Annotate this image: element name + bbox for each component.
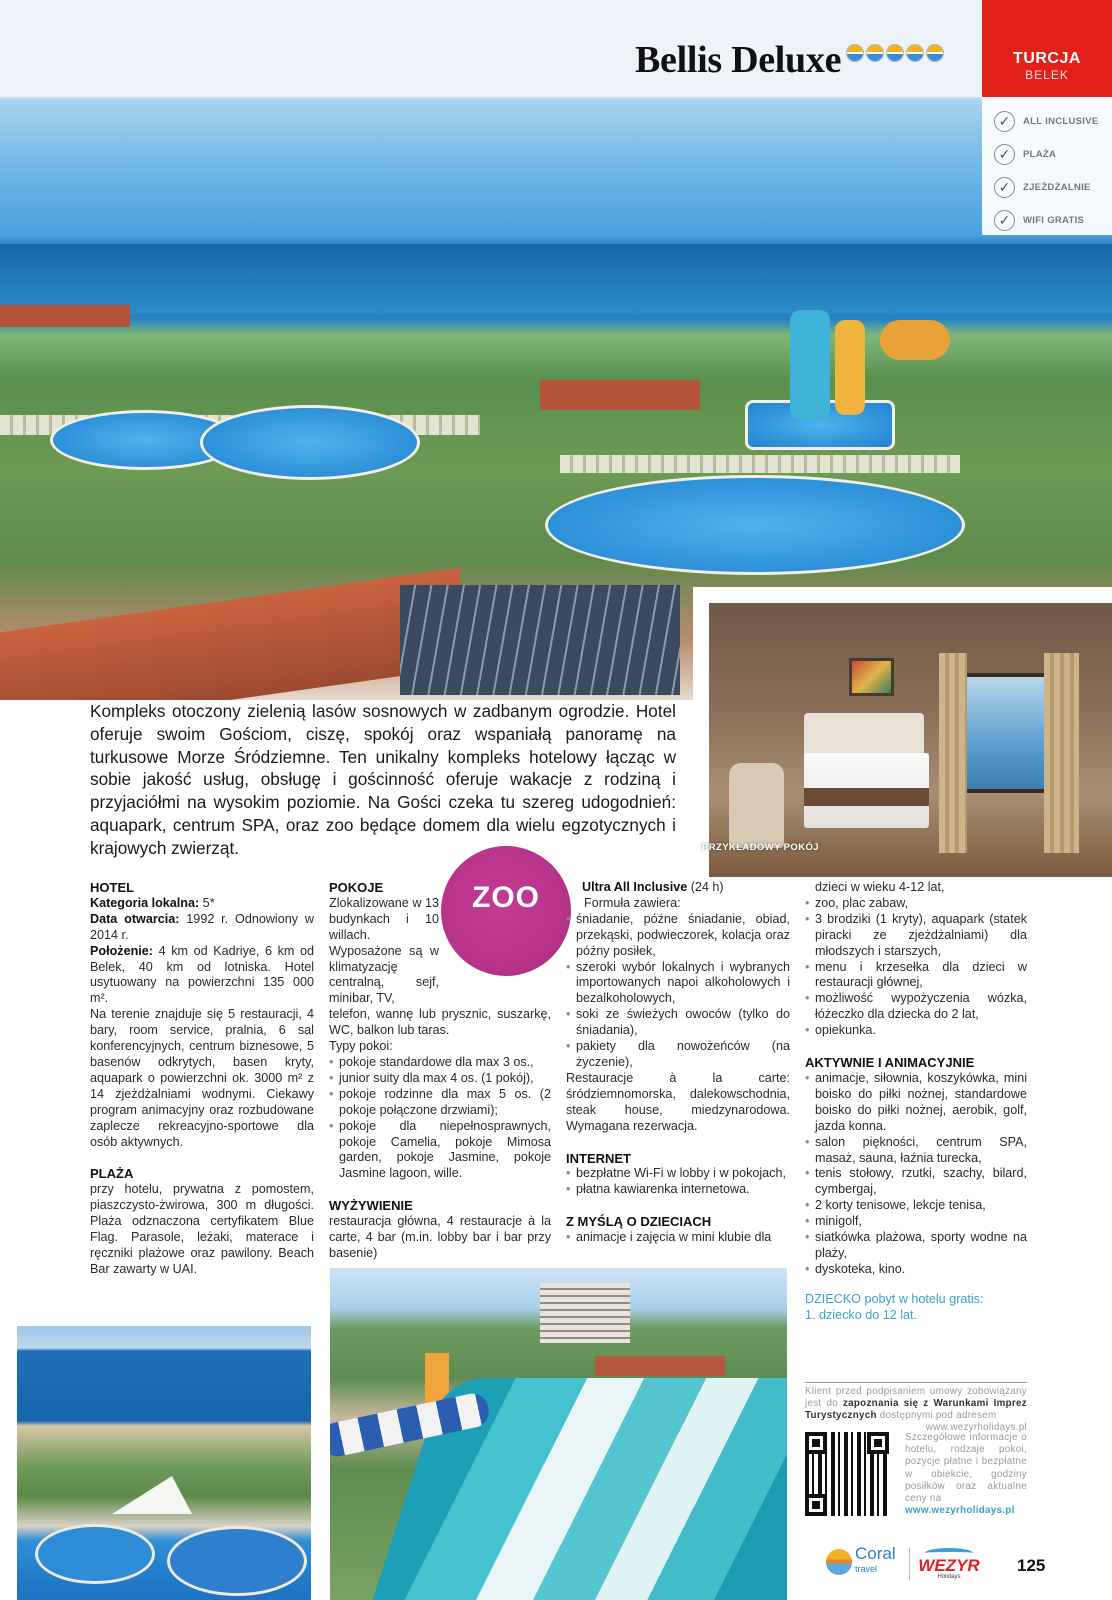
list-item: • dyskoteka, kino.	[805, 1262, 1027, 1278]
hotel-location: Położenie: 4 km od Kadriye, 6 km od Belek, 40 km od lotniska. Hotel usytuowany na powierzchni 135 000 m².	[90, 943, 314, 1006]
country-label: TURCJA	[1013, 50, 1081, 67]
list-item: • pokoje rodzinne dla max 5 os. (2 pokoje połączone drzwiami);	[329, 1087, 551, 1119]
building-roof	[540, 380, 700, 410]
page-number: 125	[1017, 1556, 1046, 1575]
country-badge	[982, 0, 1112, 97]
list-item: • minigolf,	[805, 1214, 1027, 1230]
all-inclusive-heading: Ultra All Inclusive (24 h)	[582, 880, 724, 894]
logo-divider	[909, 1548, 910, 1580]
armchair	[729, 763, 784, 848]
legal-url[interactable]: www.wezyrholidays.pl	[925, 1422, 1027, 1433]
list-item: • zoo, plac zabaw,	[805, 896, 1027, 912]
star-rating	[846, 44, 944, 62]
solar-panels	[400, 585, 680, 695]
star-icon	[846, 44, 864, 62]
pool	[167, 1526, 307, 1596]
star-icon	[866, 44, 884, 62]
water-slide	[790, 310, 830, 420]
check-circle-icon: ✓	[994, 177, 1015, 198]
zoo-badge-label: ZOO	[472, 881, 540, 914]
list-item: • śniadanie, późne śniadanie, obiad, przekąski, podwieczorek, kolacja oraz późny posiłek,	[566, 912, 790, 960]
kids-list	[805, 880, 1027, 1039]
formula-label: Formuła zawiera:	[584, 895, 681, 910]
list-item: • menu i krzesełka dla dzieci w restauracji głównej,	[805, 960, 1027, 992]
rooms-intro: Zlokalizowane w 13 budynkach i 10 willach. Wyposażone są w klimatyzację centralną, sejf, minibar, TV,	[329, 895, 439, 1006]
check-circle-icon: ✓	[994, 144, 1015, 165]
coral-travel-logo: Coral travel	[826, 1547, 896, 1576]
list-item: • możliwość wypożyczenia wózka, łóżeczko dla dziecka do 2 lat,	[805, 991, 1027, 1023]
coral-logo-icon	[826, 1549, 852, 1575]
column-rooms	[329, 880, 551, 1262]
hotel-facilities: Na terenie znajduje się 5 restauracji, 4 bary, room service, pralnia, 6 sal konferencyjnych, centrum biznesowe, 5 basenów odkrytych, basen kryty, aquapark o powierzchni ok. 3000 m² z 14 zjeżdżalniami wodnymi. Ciekawy program animacyjny oraz rozbudowane zaplecze rekreacyjno-sportowe dla osób aktywnych.	[90, 1007, 314, 1149]
pool	[35, 1524, 155, 1584]
star-icon	[886, 44, 904, 62]
wezyr-holidays-logo: WEZYR Holidays	[918, 1548, 980, 1580]
qr-note-url[interactable]: www.wezyrholidays.pl	[905, 1505, 1015, 1517]
list-item: • 2 korty tenisowe, lekcje tenisa,	[805, 1198, 1027, 1214]
internet-list	[566, 1166, 790, 1198]
section-heading-hotel: HOTEL	[90, 880, 135, 895]
column-all-inclusive	[566, 880, 790, 1246]
room-types-list	[329, 1055, 551, 1182]
list-item: • pakiety dla nowożeńców (na życzenie),	[566, 1039, 790, 1071]
section-heading-dining: WYŻYWIENIE	[329, 1198, 413, 1214]
list-item: • 3 brodziki (1 kryty), aquapark (statek piracki ze zjeżdżalniami) dla młodszych i starszych,	[805, 912, 1027, 960]
region-label: BELEK	[1025, 68, 1069, 82]
list-item: • bezpłatne Wi-Fi w lobby i w pokojach,	[566, 1166, 790, 1182]
list-item: • animacje i zajęcia w mini klubie dla	[566, 1230, 790, 1246]
list-item: • siatkówka plażowa, sporty wodne na plaży,	[805, 1230, 1027, 1262]
qr-finder	[805, 1432, 827, 1454]
alacarte-text: Restauracje à la carte: śródziemnomorska, dalekowschodnia, steak house, miedzynarodowa. Wymagana rezerwacja.	[566, 1070, 790, 1133]
curtain	[939, 653, 967, 853]
check-circle-icon: ✓	[994, 111, 1015, 132]
pool	[545, 475, 965, 575]
room-photo	[709, 603, 1112, 877]
column-hotel	[90, 880, 314, 1278]
beach-text: przy hotelu, prywatna z pomostem, piaszczysto-żwirowa, 300 m długości. Plaża odznaczona certyfikatem Blue Flag. Parasole, leżaki, materace i ręczniki plażowe oraz pawilony. Beach Bar zawarty w UAI.	[90, 1182, 314, 1276]
active-list	[805, 1071, 1027, 1278]
list-item: • płatna kawiarenka internetowa.	[566, 1182, 790, 1198]
qr-code[interactable]	[805, 1432, 889, 1516]
feature-wifi: ✓ WIFI GRATIS	[982, 204, 1112, 237]
intro-paragraph: Kompleks otoczony zielenią lasów sosnowych w zadbanym ogrodzie. Hotel oferuje swoim Gościom, ciszę, spokój oraz wspaniałą panoramę na turkusowe Morze Śródziemne. Ten unikalny kompleks hotelowy łącząc w sobie jakość usług, obsługę i gościnność oferuje wakacje z rodziną i przyjaciółmi na wysokim poziomie. Na Gości czeka tu szereg udogodnień: aquapark, centrum SPA, oraz zoo będące domem dla wielu egzotycznych i krajowych zwierząt.	[90, 701, 676, 858]
building-roof	[0, 305, 130, 327]
list-item: • junior suity dla max 4 os. (1 pokój),	[329, 1071, 551, 1087]
list-item: • animacje, siłownia, koszykówka, mini boisko do piłki nożnej, standardowe boisko do piłki nożnej, aerobik, golf, jazda konna.	[805, 1071, 1027, 1135]
list-item: • szeroki wybór lokalnych i wybranych importowanych napoi alkoholowych i bezalkoholowych,	[566, 960, 790, 1008]
umbrellas	[560, 455, 960, 473]
feature-waterslides: ✓ ZJEŻDŻALNIE	[982, 171, 1112, 204]
hotel-building	[540, 1283, 630, 1343]
room-photo-caption: PRZYKŁADOWY POKÓJ	[702, 842, 819, 853]
window	[959, 673, 1049, 793]
wall-picture	[849, 658, 894, 696]
room-types-label: Typy pokoi:	[329, 1039, 393, 1054]
section-heading-active: AKTYWNIE I ANIMACYJNIE	[805, 1055, 975, 1071]
hotel-title: Bellis Deluxe	[635, 39, 842, 81]
section-heading-rooms: POKOJE	[329, 880, 384, 895]
column-kids-active	[805, 880, 1027, 1324]
photo-water-slides	[330, 1268, 787, 1600]
rooms-equipment: telefon, wannę lub prysznic, suszarkę, WC, balkon lub taras.	[329, 1007, 551, 1038]
curtain	[1044, 653, 1079, 853]
kids-free-offer: DZIECKO pobyt w hotelu gratis: 1. dziecko do 12 lat.	[805, 1291, 984, 1322]
photo-pool-aerial	[17, 1326, 311, 1600]
water-slide	[835, 320, 865, 415]
list-item: • pokoje standardowe dla max 3 os.,	[329, 1055, 551, 1071]
bed-runner	[804, 788, 929, 806]
building-roof	[595, 1356, 725, 1376]
list-item: • opiekunka.	[805, 1023, 1027, 1039]
qr-finder	[867, 1432, 889, 1454]
qr-note: Szczegółowe informacje o hotelu, rodzaje pokoi, pozycje płatne i bezpłatne w obiekcie, godziny posiłków oraz aktualne ceny na www.wezyrholidays.pl	[905, 1432, 1027, 1517]
check-circle-icon: ✓	[994, 210, 1015, 231]
section-heading-beach: PLAŻA	[90, 1166, 134, 1182]
pool	[200, 405, 420, 480]
sea	[0, 244, 1112, 314]
section-heading-kids: Z MYŚLĄ O DZIECIACH	[566, 1214, 712, 1230]
legal-notice: Klient przed podpisaniem umowy zobowiązany jest do zapoznania się z Warunkami Imprez Turystycznych dostępnymi pod adresem www.wezyrholidays.pl	[805, 1382, 1027, 1434]
qr-finder	[805, 1494, 827, 1516]
sun-sail	[112, 1476, 192, 1514]
section-heading-internet: INTERNET	[566, 1150, 631, 1166]
list-item: • pokoje dla niepełnosprawnych, pokoje Camelia, pokoje Mimosa garden, pokoje Jasmine, pokoje Jasmine lagoon, wille.	[329, 1119, 551, 1183]
feature-list	[982, 97, 1112, 235]
kids-list-start	[566, 1230, 790, 1246]
list-item: dzieci w wieku 4-12 lat,	[815, 880, 945, 894]
star-icon	[926, 44, 944, 62]
star-icon	[906, 44, 924, 62]
all-inclusive-list	[566, 912, 790, 1071]
dining-text: restauracja główna, 4 restauracje à la carte, 4 bar (m.in. lobby bar i bar przy basenie)	[329, 1214, 551, 1260]
list-item: • tenis stołowy, rzutki, szachy, bilard, cymbergaj,	[805, 1166, 1027, 1198]
list-item: • soki ze świeżych owoców (tylko do śniadania),	[566, 1007, 790, 1039]
feature-all-inclusive: ✓ ALL INCLUSIVE	[982, 105, 1112, 138]
hotel-category: Kategoria lokalna: 5*	[90, 895, 215, 910]
feature-beach: ✓ PLAŻA	[982, 138, 1112, 171]
list-item: • salon piękności, centrum SPA, masaż, sauna, łaźnia turecka,	[805, 1135, 1027, 1167]
water-slide	[880, 320, 950, 360]
hotel-opened: Data otwarcia: 1992 r. Odnowiony w 2014 r.	[90, 911, 314, 942]
foreground-roof	[0, 568, 460, 700]
